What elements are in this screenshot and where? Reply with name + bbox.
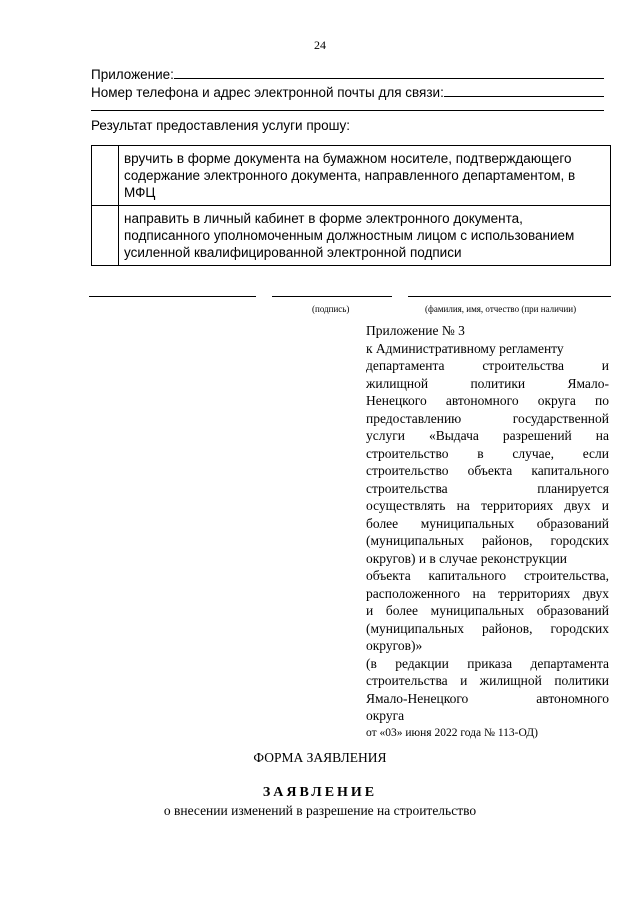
result-label: Результат предоставления услуги прошу:: [91, 118, 351, 133]
date-line[interactable]: [89, 296, 256, 297]
option-line: усиленной квалифицированной электронной подписи: [124, 245, 462, 260]
annex-line: более муниципальных образований: [366, 515, 609, 531]
annex-line: округов) и в случае реконструкции: [366, 550, 568, 566]
contact-field: [91, 82, 607, 101]
annex-line: и более муниципальных образований: [366, 603, 609, 618]
form-title: ФОРМА ЗАЯВЛЕНИЯ: [253, 750, 387, 765]
option-checkbox-paper[interactable]: [92, 146, 119, 206]
annex-line: Ямало-Ненецкого автономного: [366, 690, 609, 706]
annex-line: (муниципальных районов, городских: [366, 620, 609, 636]
annex-line: предоставлению государственной: [366, 410, 609, 426]
statement-subtitle: о внесении изменений в разрешение на строительство: [163, 803, 477, 818]
option-checkbox-electronic[interactable]: [92, 206, 119, 266]
option-line: МФЦ: [124, 185, 156, 200]
annex-line: услуги «Выдача разрешений на: [366, 428, 609, 443]
annex-title: Приложение № 3: [366, 323, 465, 338]
fullname-line[interactable]: [408, 296, 611, 297]
annex-line: округов)»: [366, 638, 423, 653]
option-row: [92, 146, 611, 206]
annex-line: жилищной политики Ямало-: [366, 375, 609, 391]
annex-line: к Административному регламенту: [366, 340, 564, 356]
annex-line: (муниципальных районов, городских: [366, 533, 609, 548]
contact-blank[interactable]: [444, 82, 604, 97]
annex-line: Ненецкого автономного округа по: [366, 393, 609, 408]
option-text-paper: [119, 146, 611, 206]
annex-line: объекта капитального строительства,: [366, 568, 609, 583]
contact-label: Номер телефона и адрес электронной почты для связи:: [91, 85, 444, 100]
annex-line: строительство в случае, если: [366, 445, 609, 461]
annex-line: строительства планируется: [366, 480, 609, 496]
attachment-blank[interactable]: [174, 64, 604, 79]
annex-line: округа: [366, 708, 405, 723]
fullname-caption: (фамилия, имя, отчество (при наличии): [425, 304, 577, 314]
option-row: [92, 206, 611, 266]
signature-caption: (подпись): [312, 304, 350, 314]
annex-line: строительства и жилищной политики: [366, 673, 609, 688]
annex-last-line: от «03» июня 2022 года № 113-ОД): [366, 726, 538, 739]
attachment-label: Приложение:: [91, 67, 174, 82]
annex-block: [366, 322, 609, 742]
signature-line[interactable]: [272, 296, 392, 297]
attachment-field: [91, 64, 607, 83]
contact-extra-line[interactable]: [91, 110, 604, 111]
option-line: подписанного уполномоченным должностным лицом с использованием: [124, 228, 575, 243]
statement-title: ЗАЯВЛЕНИЕ: [262, 785, 378, 800]
option-line: направить в личный кабинет в форме электронного документа,: [124, 211, 523, 226]
annex-line: расположенного на территориях двух: [366, 585, 609, 601]
annex-line: осуществлять на территориях двух и: [366, 498, 609, 513]
annex-line: строительство объекта капитального: [366, 463, 609, 478]
option-line: вручить в форме документа на бумажном носителе, подтверждающего: [124, 151, 572, 166]
annex-line: департамента строительства и: [366, 358, 609, 373]
page-number: 24: [314, 38, 326, 52]
option-line: содержание электронного документа, направленного департаментом, в: [124, 168, 576, 183]
option-text-electronic: [119, 206, 611, 266]
annex-line: (в редакции приказа департамента: [366, 655, 609, 671]
result-options-table: [91, 145, 611, 266]
